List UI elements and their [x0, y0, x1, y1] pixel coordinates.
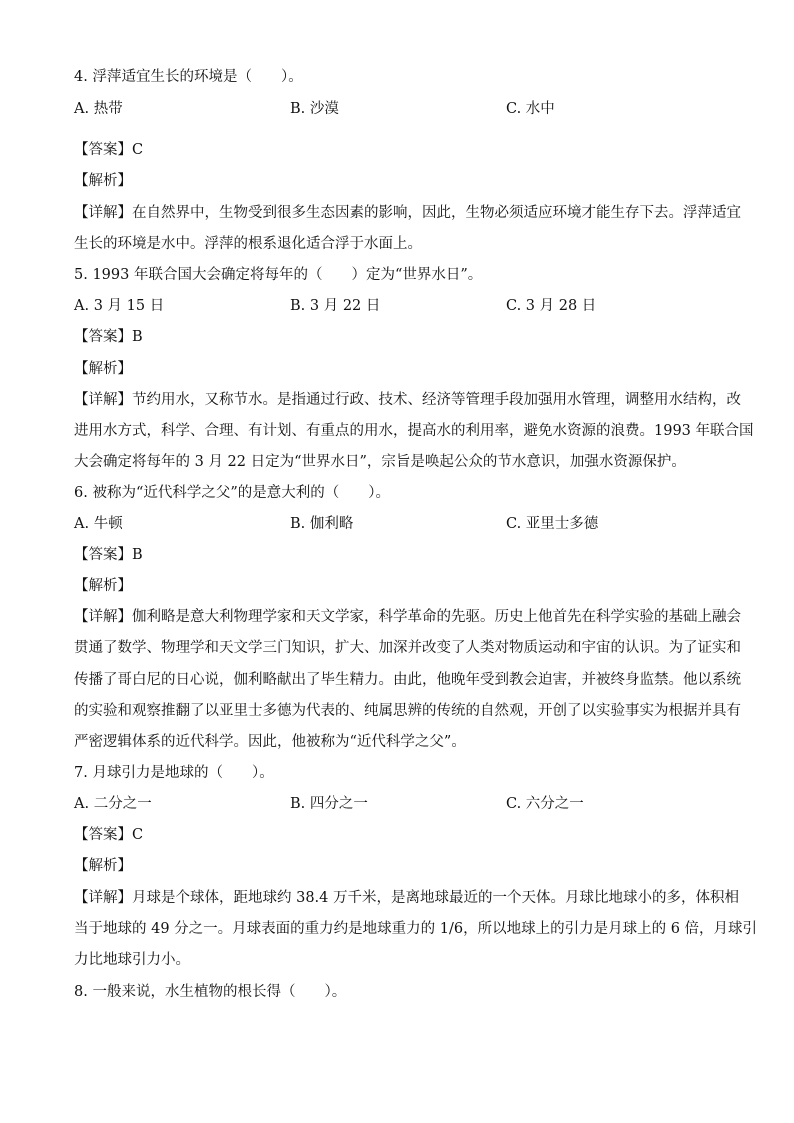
- analysis-4: 【解析】: [74, 173, 132, 189]
- question-7-options: [74, 795, 724, 815]
- analysis-7: 【解析】: [74, 858, 132, 874]
- option-a: A. 热带: [74, 101, 123, 117]
- option-a: A. 3 月 15 日: [74, 298, 165, 314]
- detail-7-line-1: 【详解】月球是个球体，距地球约 38.4 万千米，是离地球最近的一个天体。月球比地球小的多，体积相: [74, 890, 739, 906]
- answer-6: 【答案】B: [74, 547, 143, 563]
- question-4: 4. 浮萍适宜生长的环境是（ ）。: [74, 69, 303, 85]
- question-8: 8. 一般来说，水生植物的根长得（ ）。: [74, 984, 347, 1000]
- option-c: C. 六分之一: [506, 796, 584, 812]
- option-a: A. 二分之一: [74, 796, 152, 812]
- question-5-options: [74, 297, 724, 317]
- option-b: B. 四分之一: [290, 796, 368, 812]
- detail-4-line-2: 生长的环境是水中。浮萍的根系退化适合浮于水面上。: [74, 236, 422, 252]
- analysis-5: 【解析】: [74, 361, 132, 377]
- option-b: B. 伽利略: [290, 516, 354, 532]
- detail-6-line-5: 严密逻辑体系的近代科学。因此，他被称为“近代科学之父”。: [74, 734, 466, 750]
- option-c: C. 亚里士多德: [506, 516, 599, 532]
- detail-5-line-1: 【详解】节约用水，又称节水。是指通过行政、技术、经济等管理手段加强用水管理，调整用水结构，改: [74, 392, 741, 408]
- option-c: C. 水中: [506, 101, 555, 117]
- question-7: 7. 月球引力是地球的（ ）。: [74, 765, 274, 781]
- detail-6-line-3: 传播了哥白尼的日心说，伽利略献出了毕生精力。由此，他晚年受到教会迫害，并被终身监禁。他以系统: [74, 672, 741, 688]
- question-6-options: [74, 515, 724, 535]
- detail-7-line-2: 当于地球的 49 分之一。月球表面的重力约是地球重力的 1/6，所以地球上的引力是月球上的 6 倍，月球引: [74, 921, 758, 937]
- option-a: A. 牛顿: [74, 516, 123, 532]
- option-b: B. 3 月 22 日: [290, 298, 381, 314]
- detail-5-line-3: 大会确定将每年的 3 月 22 日定为“世界水日”，宗旨是唤起公众的节水意识，加强水资源保护。: [74, 454, 686, 470]
- question-6: 6. 被称为“近代科学之父”的是意大利的（ ）。: [74, 485, 391, 501]
- detail-4-line-1: 【详解】在自然界中，生物受到很多生态因素的影响，因此，生物必须适应环境才能生存下去。浮萍适宜: [74, 205, 741, 221]
- detail-6-line-4: 的实验和观察推翻了以亚里士多德为代表的、纯属思辨的传统的自然观，开创了以实验事实为根据并具有: [74, 703, 741, 719]
- option-c: C. 3 月 28 日: [506, 298, 597, 314]
- question-5: 5. 1993 年联合国大会确定将每年的（ ）定为“世界水日”。: [74, 267, 483, 283]
- analysis-6: 【解析】: [74, 578, 132, 594]
- answer-7: 【答案】C: [74, 827, 144, 843]
- question-4-options: [74, 100, 724, 120]
- answer-4: 【答案】C: [74, 142, 144, 158]
- detail-6-line-2: 贯通了数学、物理学和天文学三门知识，扩大、加深并改变了人类对物质运动和宇宙的认识。为了证实和: [74, 640, 741, 656]
- option-b: B. 沙漠: [290, 101, 339, 117]
- detail-5-line-2: 进用水方式，科学、合理、有计划、有重点的用水，提高水的利用率，避免水资源的浪费。1993 年联合国: [74, 423, 754, 439]
- answer-5: 【答案】B: [74, 329, 143, 345]
- detail-6-line-1: 【详解】伽利略是意大利物理学家和天文学家，科学革命的先驱。历史上他首先在科学实验的基础上融会: [74, 609, 741, 625]
- detail-7-line-3: 力比地球引力小。: [74, 952, 190, 968]
